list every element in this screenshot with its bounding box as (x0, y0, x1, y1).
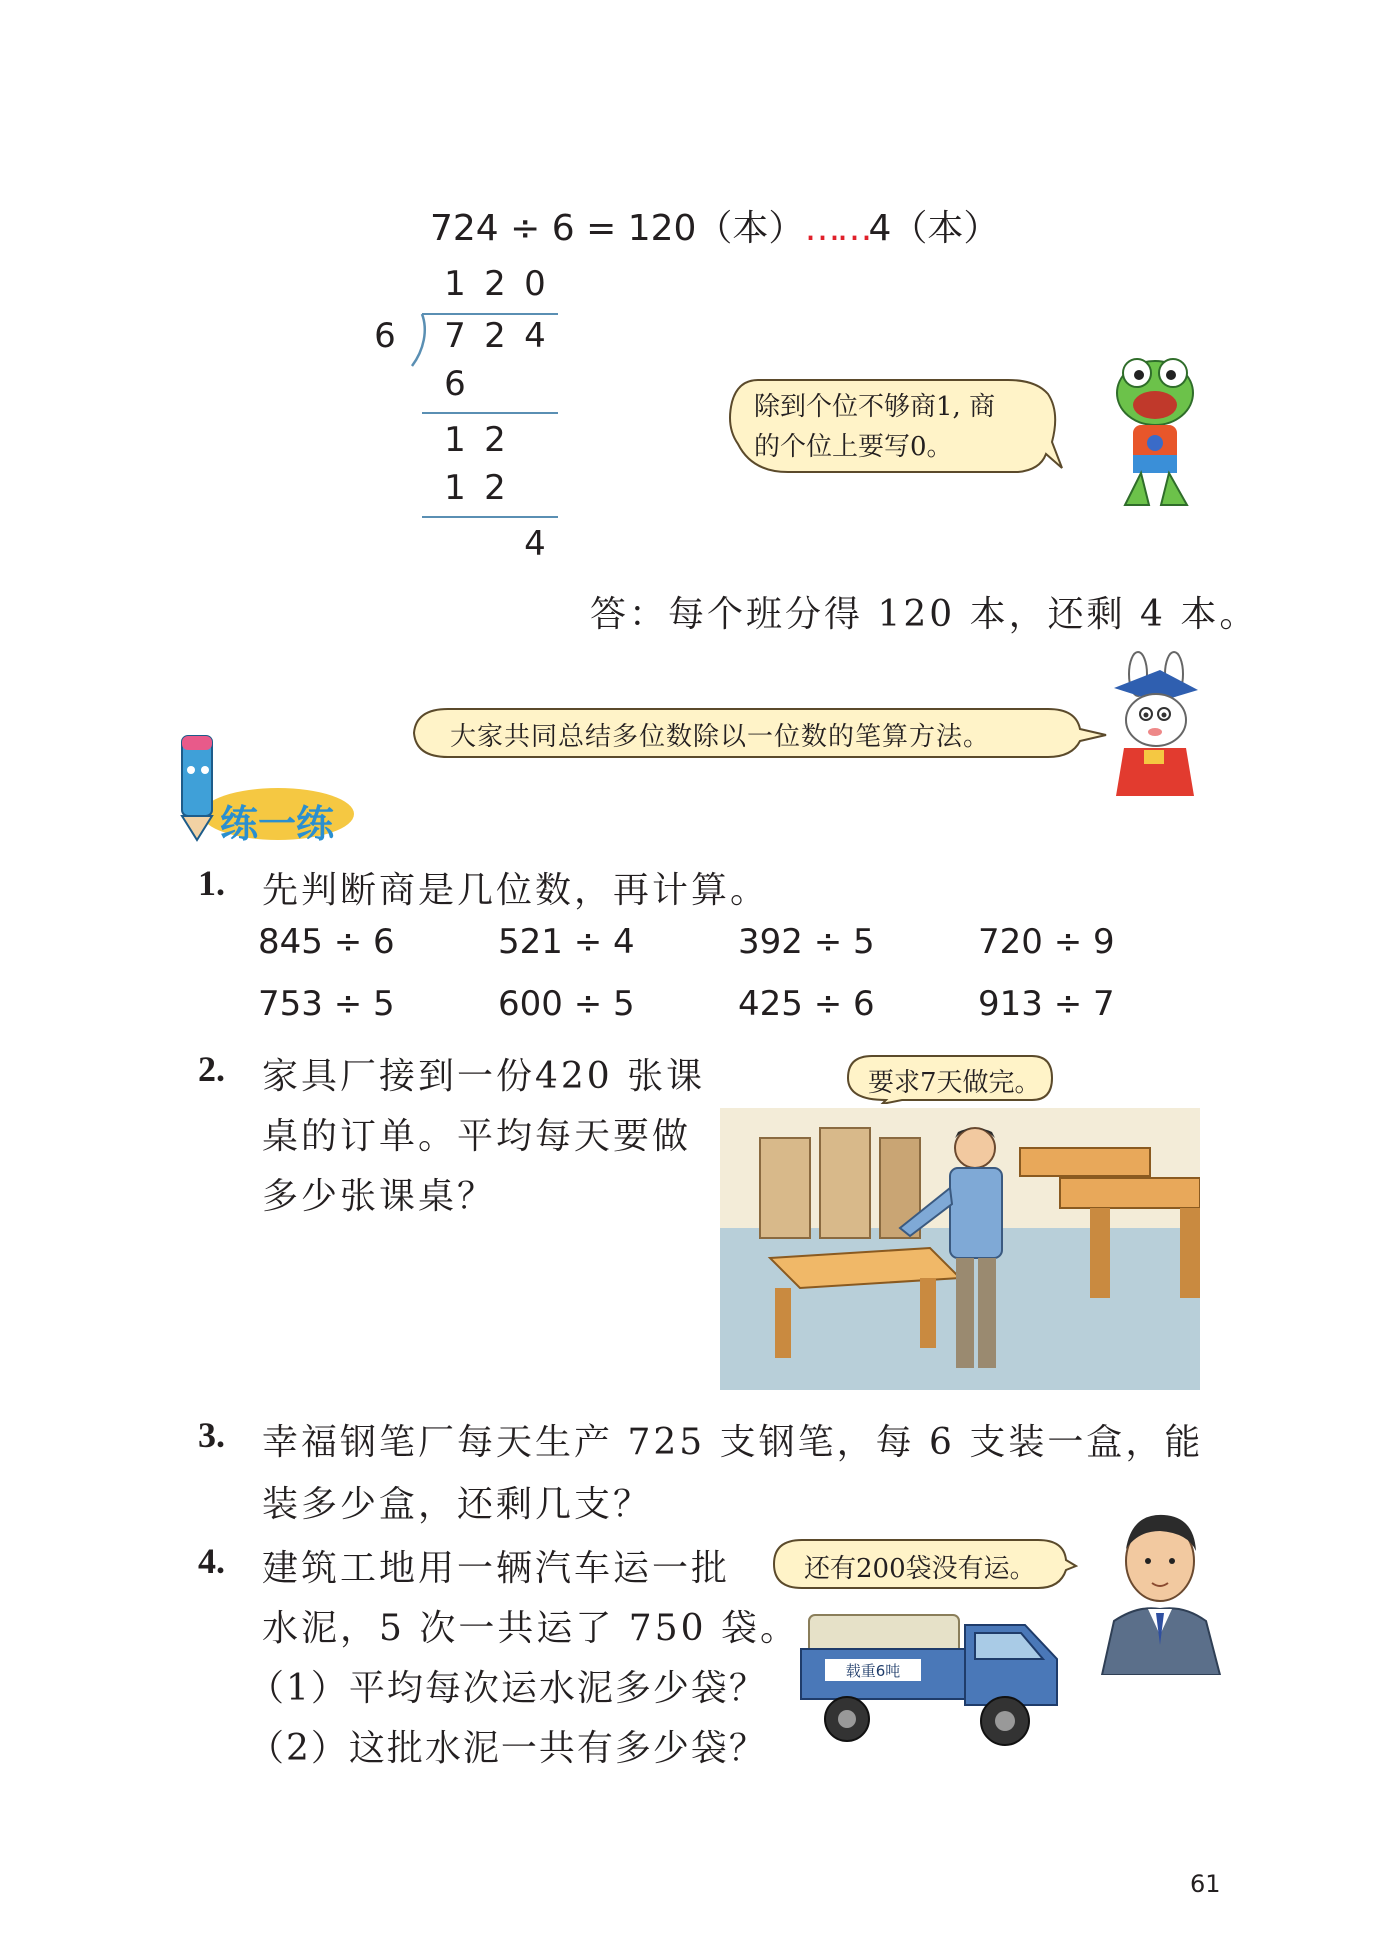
problem-3-line: 幸福钢笔厂每天生产 725 支钢笔，每 6 支装一盒，能 (262, 1422, 1204, 1463)
truck-illustration (795, 1585, 1075, 1760)
step-digit: 1 (444, 468, 466, 508)
problem-3-line: 装多少盒，还剩几支？ (262, 1484, 653, 1525)
frog-character-icon (1105, 355, 1205, 515)
problem-4-line: 建筑工地用一辆汽车运一批 (262, 1548, 731, 1589)
rabbit-bubble-text: 大家共同总结多位数除以一位数的笔算方法。 (450, 722, 991, 752)
quotient-digit: 1 (444, 264, 466, 304)
problem-number: 2. (198, 1049, 225, 1089)
practice-title: 练一练 (220, 802, 335, 846)
rabbit-speech-bubble (408, 705, 1108, 761)
calc-item: 392 ÷ 5 (738, 922, 875, 962)
dividend-digit: 4 (524, 316, 546, 356)
remainder-digit: 4 (524, 524, 546, 564)
calc-item: 913 ÷ 7 (978, 984, 1115, 1024)
divisor: 6 (374, 316, 396, 356)
problem-1-text: 先判断商是几位数，再计算。 (262, 870, 770, 911)
dividend-digit: 2 (484, 316, 506, 356)
step-digit: 2 (484, 468, 506, 508)
problem-4-question: （2）这批水泥一共有多少袋？ (248, 1728, 767, 1769)
quotient-digit: 2 (484, 264, 506, 304)
calc-item: 845 ÷ 6 (258, 922, 395, 962)
page-number: 61 (1190, 1870, 1221, 1898)
equation-dots: …… (804, 208, 869, 249)
long-division (360, 260, 560, 570)
problem-number: 4. (198, 1541, 225, 1581)
furniture-workshop-illustration (720, 1108, 1200, 1390)
problem-number: 1. (198, 863, 225, 903)
truck-label: 载重6吨 (845, 1662, 901, 1680)
calc-item: 521 ÷ 4 (498, 922, 635, 962)
frog-bubble-line: 除到个位不够商1, 商 (754, 392, 996, 422)
practice-badge (160, 728, 360, 848)
division-equation (430, 200, 999, 251)
problem-4-question: （1）平均每次运水泥多少袋？ (248, 1668, 767, 1709)
quotient-digit: 0 (524, 264, 546, 304)
problem-2-bubble (842, 1052, 1057, 1104)
frog-speech-bubble (718, 372, 1063, 482)
calc-item: 720 ÷ 9 (978, 922, 1115, 962)
step-digit: 2 (484, 420, 506, 460)
problem-2-line: 家具厂接到一份420 张课 (262, 1056, 706, 1097)
calc-item: 600 ÷ 5 (498, 984, 635, 1024)
problem-2-line: 多少张课桌？ (262, 1176, 497, 1217)
calc-item: 425 ÷ 6 (738, 984, 875, 1024)
step-digit: 6 (444, 364, 466, 404)
frog-bubble-line: 的个位上要写0。 (754, 432, 953, 462)
problem-number: 3. (198, 1415, 225, 1455)
problem-4-line: 水泥，5 次一共运了 750 袋。 (262, 1608, 799, 1649)
man-portrait-illustration (1098, 1505, 1223, 1675)
problem-2-line: 桌的订单。平均每天要做 (262, 1116, 692, 1157)
equation-main: 724 ÷ 6 = 120（本） (430, 208, 805, 249)
problem-4-bubble-text: 还有200袋没有运。 (804, 1554, 1036, 1584)
division-line (422, 516, 558, 518)
rabbit-character-icon (1100, 650, 1210, 805)
equation-rest: 4（本） (868, 208, 1000, 249)
answer-text: 答：每个班分得 120 本，还剩 4 本。 (590, 594, 1259, 635)
problem-2-bubble-text: 要求7天做完。 (868, 1068, 1041, 1098)
calc-item: 753 ÷ 5 (258, 984, 395, 1024)
step-digit: 1 (444, 420, 466, 460)
problem-4-bubble (768, 1536, 1078, 1592)
dividend-digit: 7 (444, 316, 466, 356)
division-line (422, 412, 558, 414)
